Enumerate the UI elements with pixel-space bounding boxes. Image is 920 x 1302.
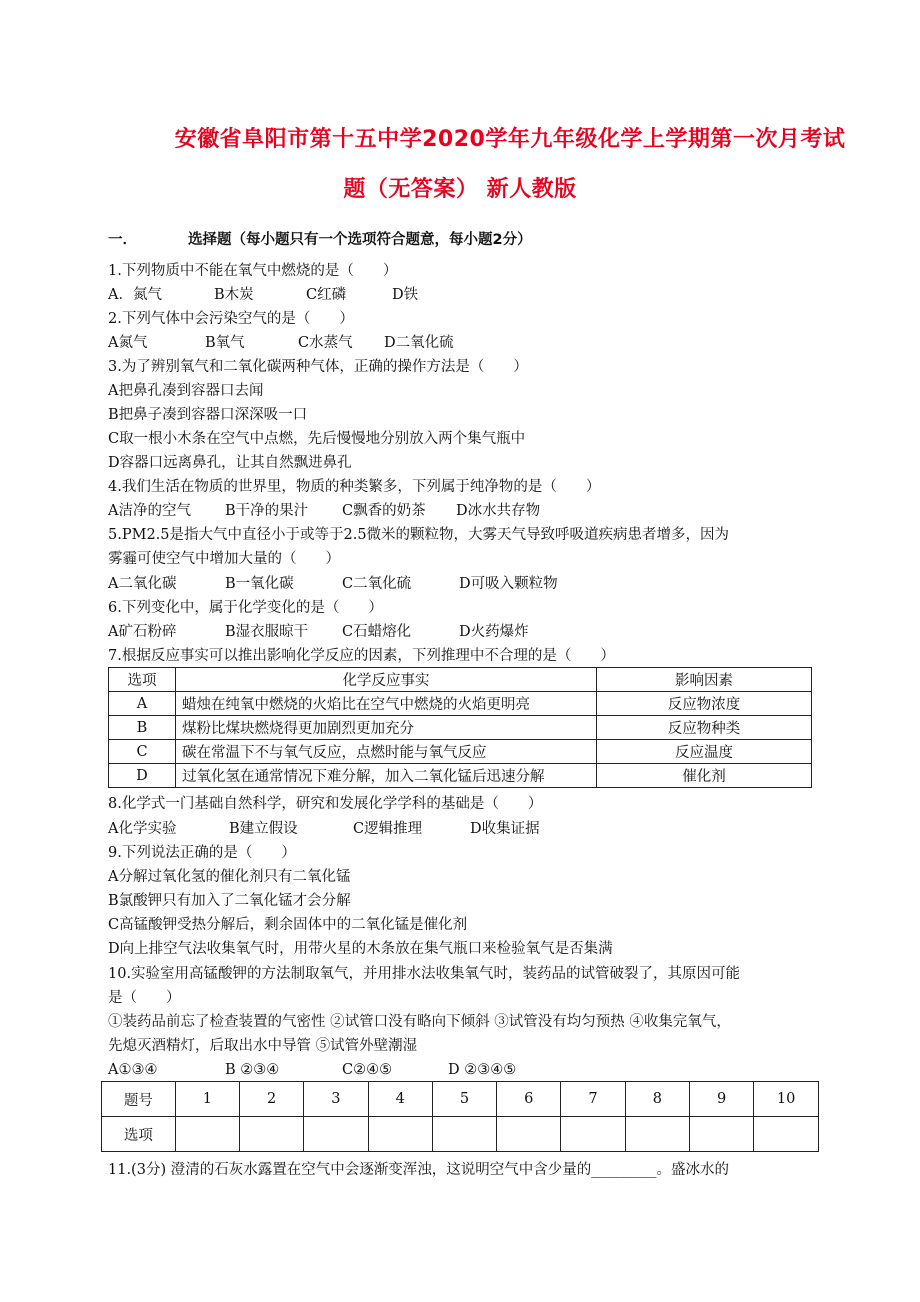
table-cell: 过氧化氢在通常情况下难分解，加入二氧化锰后迅速分解 [176,764,597,788]
question-9-option-d: D向上排空气法收集氧气时，用带火星的木条放在集气瓶口来检验氧气是否集满 [108,941,613,957]
option: B湿衣服晾干 [225,624,309,640]
answer-cell[interactable] [239,1117,303,1152]
question-10-options [108,1061,516,1079]
question-number: 7 [561,1082,625,1117]
row-label: 选项 [102,1117,176,1152]
table-row [109,764,812,788]
option: D二氧化硫 [384,335,454,351]
answer-cell[interactable] [561,1117,625,1152]
question-1: 1.下列物质中不能在氧气中燃烧的是（ ） [108,263,398,279]
option: D ②③④⑤ [448,1062,517,1078]
question-number: 2 [239,1082,303,1117]
question-9: 9.下列说法正确的是（ ） [108,845,296,861]
question-3-option-b: B把鼻子凑到容器口深深吸一口 [108,407,308,423]
option: B氧气 [205,335,245,351]
question-2-options [108,334,454,352]
answer-cell[interactable] [497,1117,561,1152]
question-7: 7.根据反应事实可以推出影响化学反应的因素，下列推理中不合理的是（ ） [108,648,615,664]
answer-cell[interactable] [625,1117,689,1152]
table-cell: C [109,740,176,764]
question-5-options [108,575,558,593]
question-6: 6.下列变化中，属于化学变化的是（ ） [108,600,383,616]
column-header: 影响因素 [597,668,812,692]
table-cell: 反应温度 [597,740,812,764]
table-row [109,716,812,740]
option: A化学实验 [108,821,177,837]
question-9-option-a: A分解过氧化氢的催化剂只有二氧化锰 [108,869,351,885]
question-9-option-c: C高锰酸钾受热分解后，剩余固体中的二氧化锰是催化剂 [108,917,468,933]
question-5-line-1: 5.PM2.5是指大气中直径小于或等于2.5微米的颗粒物，大雾天气导致呼吸道疾病患者增多，因为 [108,527,730,543]
column-header: 化学反应事实 [176,668,597,692]
question-1-options [108,286,418,304]
exam-title-line-1: 安徽省阜阳市第十五中学2020学年九年级化学上学期第一次月考试 [174,127,846,152]
option: A①③④ [108,1062,158,1078]
option: A．氮气 [108,287,162,303]
option: D铁 [392,287,419,303]
table-cell: 煤粉比煤块燃烧得更加剧烈更加充分 [176,716,597,740]
answer-table [101,1081,819,1152]
table-cell: 蜡烛在纯氧中燃烧的火焰比在空气中燃烧的火焰更明亮 [176,692,597,716]
option: D火药爆炸 [459,624,529,640]
answer-number-row [102,1082,819,1117]
question-number: 9 [689,1082,753,1117]
question-3: 3.为了辨别氧气和二氧化碳两种气体，正确的操作方法是（ ） [108,359,528,375]
question-6-options [108,623,529,641]
question-10-line-4: 先熄灭酒精灯，后取出水中导管 ⑤试管外壁潮湿 [108,1038,418,1054]
table-cell: D [109,764,176,788]
option: C二氧化硫 [342,576,412,592]
option: C逻辑推理 [353,821,423,837]
section-number: 一． [108,232,137,248]
option: D收集证据 [470,821,540,837]
question-5-line-2: 雾霾可使空气中增加大量的（ ） [108,551,340,567]
section-heading [108,228,532,249]
question-2: 2.下列气体中会污染空气的是（ ） [108,311,354,327]
table-cell: 反应物种类 [597,716,812,740]
option: B一氧化碳 [225,576,294,592]
option: C飘香的奶茶 [342,503,426,519]
answer-cell[interactable] [754,1117,819,1152]
option: A矿石粉碎 [108,624,177,640]
answer-cell[interactable] [175,1117,239,1152]
question-10-line-2: 是（ ） [108,990,181,1006]
question-number: 1 [175,1082,239,1117]
option: A氮气 [108,335,148,351]
table-header-row [109,668,812,692]
answer-cell[interactable] [304,1117,368,1152]
question-number: 6 [497,1082,561,1117]
question-8-options [108,820,540,838]
option: B ②③④ [225,1062,280,1078]
option: B木炭 [214,287,254,303]
table-cell: B [109,716,176,740]
table-cell: 反应物浓度 [597,692,812,716]
question-4-options [108,502,540,520]
table-cell: 碳在常温下不与氧气反应，点燃时能与氧气反应 [176,740,597,764]
option: C②④⑤ [342,1062,393,1078]
option: C红磷 [306,287,347,303]
question-number: 8 [625,1082,689,1117]
table-cell: 催化剂 [597,764,812,788]
exam-title-line-2: 题（无答案） 新人教版 [343,177,577,202]
answer-cell[interactable] [368,1117,432,1152]
question-9-option-b: B氯酸钾只有加入了二氧化锰才会分解 [108,893,351,909]
option: D可吸入颗粒物 [459,576,558,592]
question-number: 5 [432,1082,496,1117]
question-number: 10 [754,1082,819,1117]
question-number: 4 [368,1082,432,1117]
factors-table [108,667,812,788]
question-10-line-1: 10.实验室用高锰酸钾的方法制取氧气，并用排水法收集氧气时，装药品的试管破裂了，其原因可能 [108,966,741,982]
question-11: 11.(3分) 澄清的石灰水露置在空气中会逐渐变浑浊，这说明空气中含少量的_________。盛冰水的 [108,1162,729,1178]
answer-cell[interactable] [432,1117,496,1152]
option: B建立假设 [229,821,298,837]
answer-cell[interactable] [689,1117,753,1152]
question-3-option-a: A把鼻孔凑到容器口去闻 [108,383,264,399]
question-number: 3 [304,1082,368,1117]
option: C水蒸气 [298,335,353,351]
column-header: 选项 [109,668,176,692]
option: A洁净的空气 [108,503,191,519]
option: A二氧化碳 [108,576,177,592]
table-row [109,740,812,764]
option: D冰水共存物 [456,503,541,519]
question-10-line-3: ①装药品前忘了检查装置的气密性 ②试管口没有略向下倾斜 ③试管没有均匀预热 ④收集完氧气， [108,1014,731,1030]
row-label: 题号 [102,1082,176,1117]
answer-choice-row [102,1117,819,1152]
question-3-option-d: D容器口远离鼻孔，让其自然飘进鼻孔 [108,455,352,471]
option: B干净的果汁 [225,503,309,519]
table-row [109,692,812,716]
question-4: 4.我们生活在物质的世界里，物质的种类繁多，下列属于纯净物的是（ ） [108,479,601,495]
option: C石蜡熔化 [342,624,412,640]
question-8: 8.化学式一门基础自然科学，研究和发展化学学科的基础是（ ） [108,796,543,812]
table-cell: A [109,692,176,716]
section-title: 选择题（每小题只有一个选项符合题意，每小题2分） [188,232,532,248]
question-3-option-c: C取一根小木条在空气中点燃，先后慢慢地分别放入两个集气瓶中 [108,431,526,447]
